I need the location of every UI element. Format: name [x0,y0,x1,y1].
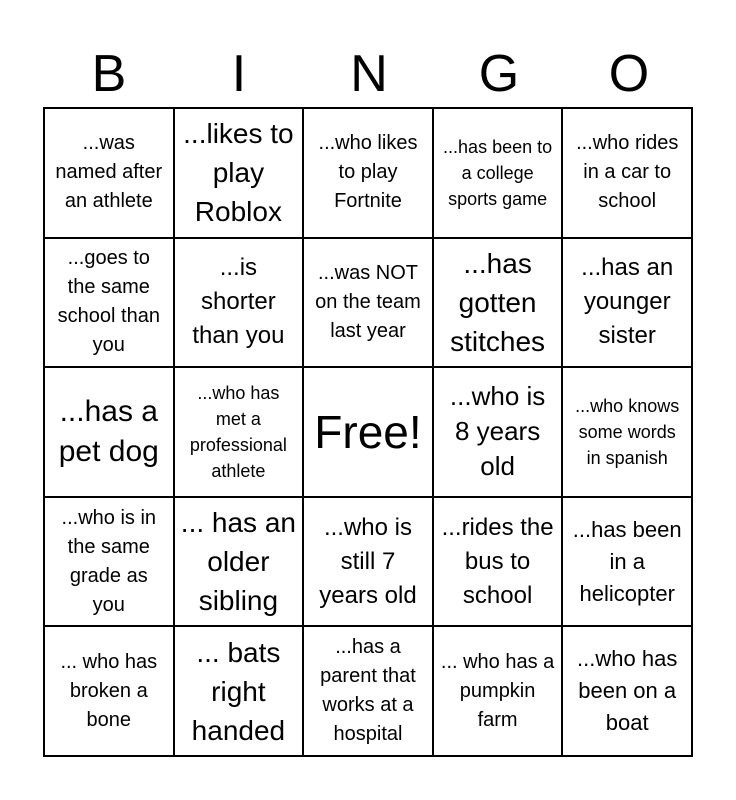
cell-text: ...has a pet dog [58,394,159,468]
bingo-cell[interactable] [174,108,304,238]
bingo-cell[interactable] [44,238,174,368]
cell-text: ... who has a pumpkin farm [440,650,555,731]
bingo-cell[interactable] [303,497,433,627]
header-letter-g: G [478,45,520,103]
cell-text: ...who is still 7 years old [319,513,417,609]
bingo-cell[interactable] [433,626,563,756]
cell-text: ...was NOT on the team last year [315,261,421,342]
cell-text: ... has an older sibling [180,507,296,617]
bingo-cell[interactable] [174,497,304,627]
cell-text: ...goes to the same school than you [57,247,160,357]
bingo-cell[interactable] [44,108,174,238]
bingo-header [44,44,694,104]
bingo-cell[interactable] [44,626,174,756]
free-space-cell[interactable] [303,367,433,497]
bingo-cell[interactable] [44,497,174,627]
cell-text: ...has a parent that works at a hospital [320,636,416,746]
header-letter-b: B [91,45,127,103]
cell-text: ...was named after an athlete [55,132,163,213]
cell-text: ...has been in a helicopter [572,516,682,606]
bingo-cell[interactable] [562,238,692,368]
header-letter-o: O [608,45,650,103]
cell-text: ...has gotten stitches [450,247,546,357]
cell-text: ...has an younger sister [581,254,674,350]
header-letter-i: I [231,45,247,103]
bingo-cell[interactable] [562,497,692,627]
bingo-cell[interactable] [174,367,304,497]
cell-text: ...who has been on a boat [577,646,678,736]
bingo-cell[interactable] [303,626,433,756]
bingo-card-grid [43,107,693,757]
bingo-cell[interactable] [174,626,304,756]
cell-text: ...who is 8 years old [449,381,546,482]
bingo-cell[interactable] [433,238,563,368]
cell-text: ...who is in the same grade as you [61,506,157,616]
cell-text: ...who knows some words in spanish [575,395,680,468]
cell-text: ...likes to play Roblox [183,118,294,228]
cell-text: ... who has broken a bone [60,650,158,731]
bingo-cell[interactable] [174,238,304,368]
bingo-cell[interactable] [562,367,692,497]
cell-text: ...is shorter than you [192,254,285,350]
cell-text: ...has been to a college sports game [443,136,553,209]
cell-text: ...who has met a professional athlete [189,382,287,481]
bingo-cell[interactable] [433,367,563,497]
free-space-text: Free! [314,405,422,458]
bingo-cell[interactable] [44,367,174,497]
bingo-cell[interactable] [433,497,563,627]
header-letter-n: N [350,45,388,103]
bingo-cell[interactable] [562,108,692,238]
cell-text: ...who rides in a car to school [576,132,679,213]
bingo-cell[interactable] [303,108,433,238]
bingo-cell[interactable] [562,626,692,756]
cell-text: ...who likes to play Fortnite [318,132,418,213]
cell-text: ... bats right handed [191,636,286,746]
bingo-cell[interactable] [433,108,563,238]
bingo-cell[interactable] [303,238,433,368]
cell-text: ...rides the bus to school [441,513,554,609]
